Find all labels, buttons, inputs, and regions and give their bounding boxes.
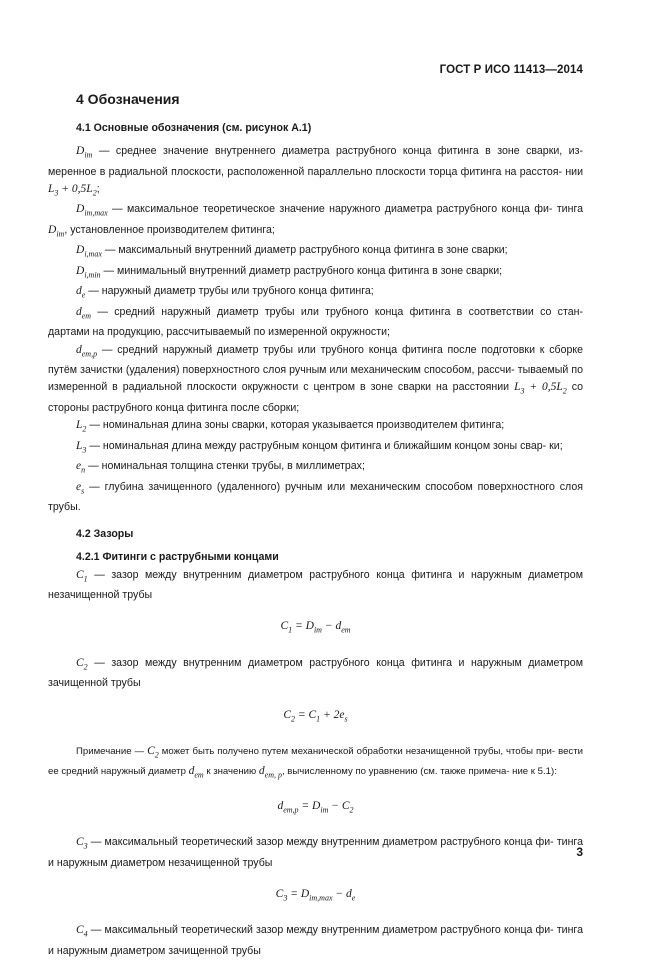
def-es: $e_s$ — глубина зачищенного (удаленного) ручным или механическим способом поверхностного слоя трубы. [48,480,583,514]
formula-c1: $C_1 = D_{im} - d_{em}$ [280,620,351,635]
section-title: 4 Обозначения [76,91,180,107]
subsection-4-2-1-title: 4.2.1 Фитинги с раструбными концами [76,551,279,564]
def-de: $d_e$ — наружный диаметр трубы или трубного конца фитинга; [76,285,374,300]
formula-demp: $d_{em,p} = D_{im} - C_2$ [277,799,354,814]
document-body [48,120,583,960]
page-number: 3 [576,845,583,859]
subsection-4-2-title: 4.2 Зазоры [76,528,134,541]
def-dim: $D_{im}$ — среднее значение внутреннего диаметра раструбного конца фитинга в зоне сварки, из- меренное в радиальной плоскости, расположенной параллельно плоскости торца фитинга на расстоя- нии $L_3 + 0,5L_2$; [48,145,583,198]
def-dimmax: $D_{im,max}$ — максимальное теоретическое значение наружного диаметра раструбного конца фи- тинга $D_{im}$, установленное производителем фитинга; [48,203,583,239]
def-dimax: $D_{i,max}$ — максимальный внутренний диаметр раструбного конца фитинга в зоне сварки; [76,244,508,259]
document-code: ГОСТ Р ИСО 11413—2014 [439,64,583,76]
def-en: $e_n$ — номинальная толщина стенки трубы, в миллиметрах; [76,460,365,475]
def-c3: $C_3$ — максимальный теоретический зазор между внутренним диаметром раструбного конца фи- тинга и наружным диаметром незачищенной трубы [48,836,583,869]
formula-c3: $C_3 = D_{im,max} - d_e$ [275,887,356,903]
def-c1: $C_1$ — зазор между внутренним диаметром раструбного конца фитинга и наружным диаметром незачищенной трубы [48,568,583,602]
formula-c2: $C_2 = C_1 + 2e_s$ [283,708,348,723]
def-c2: $C_2$ — зазор между внутренним диаметром раструбного конца фитинга и наружным диаметром зачищенной трубы [48,656,583,690]
def-dimin: $D_{i,min}$ — минимальный внутренний диаметр раструбного конца фитинга в зоне сварки; [76,264,503,280]
def-dem: $d_{em}$ — средний наружный диаметр трубы или трубного конца фитинга в соответствии со стан- дартами на продукцию, рассчитываемый по измеренной окружности; [48,305,583,339]
note-c2: Примечание — $C_2$ может быть получено путем механической обработки незачищенной трубы, чтобы при- вести ее средний наружный диаметр $d_{em}$ к значению $d_{em, p}$, вычисленному по уравнению (см. также примеча- ние к 5.1): [48,745,583,780]
def-l2: $L_2$ — номинальная длина зоны сварки, которая указывается производителем фитинга; [76,419,505,434]
subsection-4-1-title: 4.1 Основные обозначения (см. рисунок А.1) [76,122,312,134]
def-c4: $C_4$ — максимальный теоретический зазор между внутренним диаметром раструбного конца фи- тинга и наружным диаметром зачищенной трубы [48,924,583,957]
def-demp: $d_{em,p}$ — средний наружный диаметр трубы или трубного конца фитинга после подготовки к сборке путём зачистки (удаления) поверхностного слоя ручным или механическим способом, рассчи- тываемый по измеренной в радиальной плоскости окружности с центром в зоне сварки на расстоянии $L_3 + 0,5L_2$ со стороны раструбного конца фитинга после сборки; [48,343,584,414]
def-l3: $L_3$ — номинальная длина между раструбным концом фитинга и ближайшим концом зоны свар- ки; [76,439,563,454]
